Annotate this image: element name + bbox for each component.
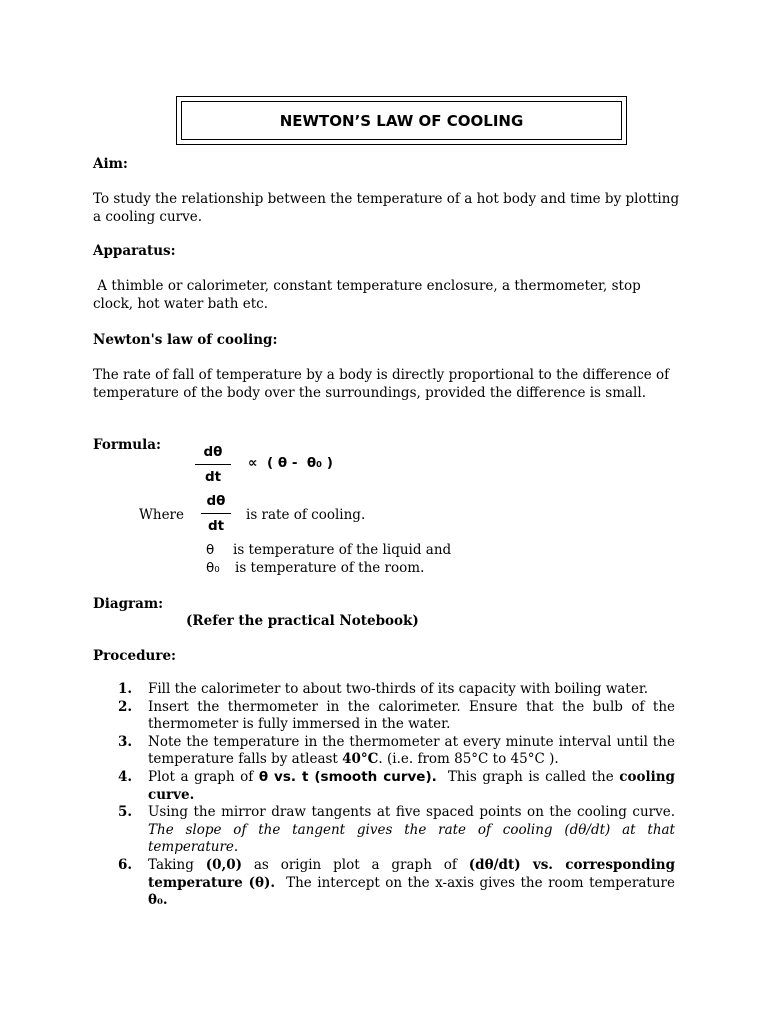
step-number: 2. — [118, 698, 133, 715]
step-text-bold: 40°C — [342, 751, 379, 768]
step-text-bold: cooling curve. — [148, 768, 675, 803]
def2-text: is temperature of the room. — [235, 560, 425, 576]
list-item — [93, 769, 675, 804]
step-text-bold: θ vs. t (smooth curve). — [258, 768, 437, 785]
aim-heading: Aim: — [93, 156, 128, 172]
def2-symbol: θ₀ — [206, 560, 220, 576]
formula-heading: Formula: — [93, 437, 161, 453]
list-item — [93, 681, 675, 699]
diagram-heading: Diagram: — [93, 596, 164, 612]
list-item — [93, 804, 675, 857]
list-item — [93, 734, 675, 769]
fraction-bar — [195, 464, 231, 465]
where-text: is rate of cooling. — [246, 507, 366, 523]
step-text: Taking — [148, 856, 206, 873]
step-number: 1. — [118, 681, 133, 697]
step-text-italic: The slope of the tangent gives the rate of cooling (dθ/dt) at that temperature. — [148, 821, 675, 856]
aim-text: To study the relationship between the temperature of a hot body and time by plotting a cooling curve. — [93, 191, 680, 225]
where-label: Where — [139, 507, 185, 523]
step-text: This graph is called the — [436, 768, 620, 785]
step-text: Plot a graph of — [148, 768, 259, 785]
step-text: Insert the thermometer in the calorimeter. Ensure that the bulb of the thermometer is fully immersed in the water. — [148, 698, 675, 733]
step-text: as origin plot a graph of — [241, 856, 469, 873]
where-fraction-bar — [201, 513, 231, 514]
formula-numerator: dθ — [203, 444, 223, 460]
apparatus-text: A thimble or calorimeter, constant temperature enclosure, a thermometer, stop clock, hot water bath etc. — [93, 278, 646, 312]
step-text: The intercept on the x-axis gives the room temperature — [275, 874, 680, 891]
procedure-heading: Procedure: — [93, 648, 177, 664]
step-number: 4. — [118, 768, 133, 785]
formula-rhs: ∝ ( θ - θ₀ ) — [248, 455, 333, 471]
def1-symbol: θ — [206, 542, 215, 558]
step-text-bold: θ₀. — [148, 892, 168, 909]
apparatus-heading: Apparatus: — [93, 243, 176, 259]
def1-text: is temperature of the liquid and — [233, 542, 452, 558]
where-fraction — [201, 492, 231, 535]
law-heading: Newton's law of cooling: — [93, 332, 278, 348]
step-number: 3. — [118, 733, 133, 750]
list-item — [93, 856, 680, 910]
step-number: 6. — [118, 856, 133, 873]
formula-fraction — [195, 443, 231, 486]
list-item — [93, 699, 675, 734]
step-text: Fill the calorimeter to about two-thirds of its capacity with boiling water. — [148, 681, 649, 697]
title-box — [176, 96, 627, 145]
step-text: . (i.e. from 85°C to 45°C ). — [378, 751, 559, 768]
where-numerator: dθ — [206, 493, 226, 509]
law-text: The rate of fall of temperature by a body is directly proportional to the difference of temperature of the body over the surroundings, provided the difference is small. — [93, 367, 670, 401]
formula-denominator: dt — [204, 469, 222, 485]
step-text: Using the mirror draw tangents at five spaced points on the cooling curve. — [148, 804, 675, 821]
page-title: NEWTON’S LAW OF COOLING — [181, 101, 622, 140]
step-text-bold: (dθ/dt) vs. corresponding temperature (θ). — [148, 856, 676, 891]
procedure-list — [93, 681, 680, 910]
step-text: Note the temperature in the thermometer at every minute interval until the temperature falls by atleast — [148, 733, 675, 768]
where-denominator: dt — [207, 518, 225, 534]
diagram-note: (Refer the practical Notebook) — [186, 613, 419, 629]
step-number: 5. — [118, 804, 133, 821]
step-text-bold: (0,0) — [205, 856, 242, 873]
